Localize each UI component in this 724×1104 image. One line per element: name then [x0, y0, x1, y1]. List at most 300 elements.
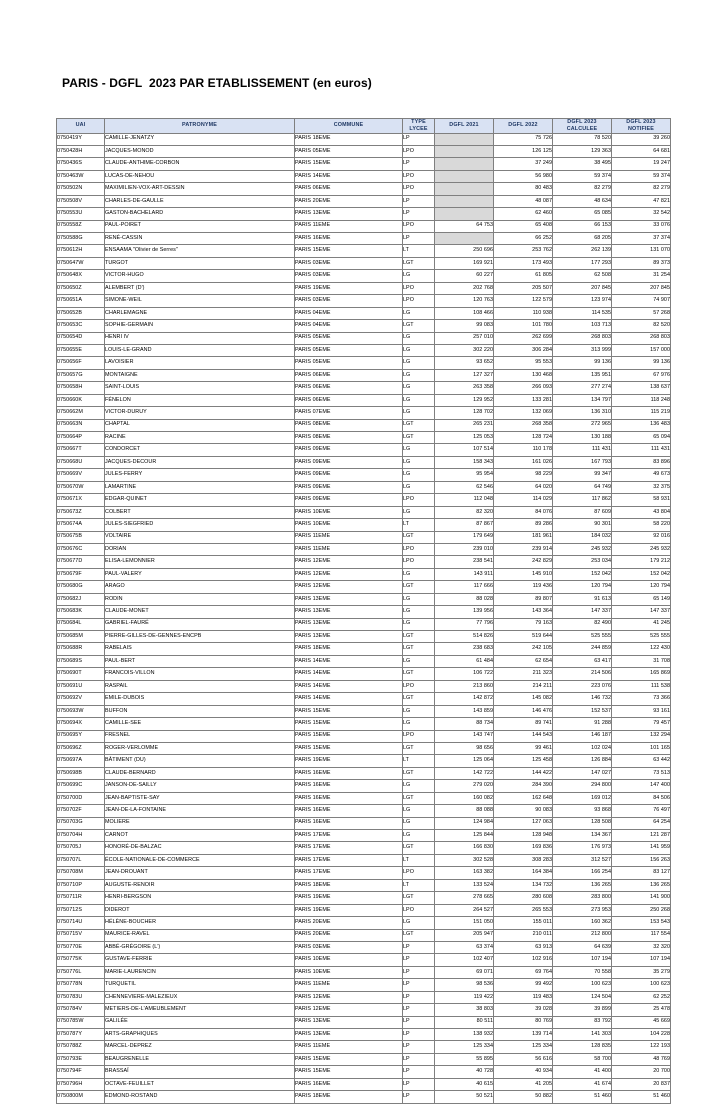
cell-dgfl-2022: 519 644	[494, 631, 553, 643]
cell-dgfl-2023-notifiee: 83 127	[612, 867, 671, 879]
table-row	[57, 817, 671, 829]
cell-uai: 0750588G	[57, 233, 105, 245]
table-row	[57, 979, 671, 991]
cell-type-lycee: LPO	[403, 543, 435, 555]
cell-uai: 0750697A	[57, 755, 105, 767]
cell-uai: 0750651A	[57, 295, 105, 307]
cell-patronyme: VICTOR-DURUY	[105, 407, 295, 419]
cell-dgfl-2023-notifiee: 62 252	[612, 991, 671, 1003]
table-row	[57, 643, 671, 655]
cell-dgfl-2021: 125 053	[435, 432, 494, 444]
cell-patronyme: CAMILLE-SEE	[105, 718, 295, 730]
cell-commune: PARIS 11EME	[295, 531, 403, 543]
cell-dgfl-2023-notifiee: 49 673	[612, 469, 671, 481]
cell-dgfl-2023-calculee: 167 793	[553, 456, 612, 468]
cell-dgfl-2023-calculee: 166 254	[553, 867, 612, 879]
cell-type-lycee: LPO	[403, 680, 435, 692]
cell-dgfl-2023-calculee: 68 205	[553, 233, 612, 245]
cell-dgfl-2022: 139 714	[494, 1029, 553, 1041]
cell-dgfl-2023-notifiee: 59 374	[612, 170, 671, 182]
cell-dgfl-2022: 280 608	[494, 892, 553, 904]
cell-dgfl-2022: 173 493	[494, 257, 553, 269]
cell-dgfl-2023-calculee: 51 460	[553, 1091, 612, 1103]
cell-type-lycee: LPO	[403, 282, 435, 294]
cell-dgfl-2023-calculee: 313 999	[553, 344, 612, 356]
cell-dgfl-2023-calculee: 83 792	[553, 1016, 612, 1028]
cell-type-lycee: LP	[403, 1053, 435, 1065]
cell-type-lycee: LP	[403, 1066, 435, 1078]
cell-dgfl-2023-calculee: 160 362	[553, 917, 612, 929]
cell-commune: PARIS 11EME	[295, 220, 403, 232]
cell-commune: PARIS 06EME	[295, 183, 403, 195]
cell-dgfl-2021: 98 656	[435, 742, 494, 754]
cell-type-lycee: LGT	[403, 842, 435, 854]
table-row	[57, 469, 671, 481]
cell-dgfl-2022: 80 483	[494, 183, 553, 195]
cell-dgfl-2023-notifiee: 107 194	[612, 954, 671, 966]
cell-commune: PARIS 04EME	[295, 307, 403, 319]
cell-type-lycee: LG	[403, 407, 435, 419]
cell-dgfl-2021: 88 088	[435, 805, 494, 817]
cell-uai: 0750699C	[57, 780, 105, 792]
cell-uai: 0750673Z	[57, 506, 105, 518]
cell-patronyme: JACQUES-DECOUR	[105, 456, 295, 468]
cell-dgfl-2022: 119 436	[494, 581, 553, 593]
cell-dgfl-2023-calculee: 58 700	[553, 1053, 612, 1065]
cell-commune: PARIS 04EME	[295, 320, 403, 332]
cell-dgfl-2022: 214 211	[494, 680, 553, 692]
table-row	[57, 867, 671, 879]
cell-commune: PARIS 12EME	[295, 581, 403, 593]
cell-type-lycee: LT	[403, 519, 435, 531]
cell-dgfl-2021: 38 803	[435, 1004, 494, 1016]
cell-patronyme: BÂTIMENT (DU)	[105, 755, 295, 767]
table-row	[57, 1016, 671, 1028]
cell-dgfl-2022: 63 913	[494, 941, 553, 953]
cell-dgfl-2023-calculee: 124 504	[553, 991, 612, 1003]
table-row	[57, 344, 671, 356]
cell-type-lycee: LP	[403, 979, 435, 991]
cell-patronyme: ELISA-LEMONNIER	[105, 556, 295, 568]
cell-type-lycee: LPO	[403, 183, 435, 195]
cell-commune: PARIS 13EME	[295, 631, 403, 643]
cell-dgfl-2021: 40 728	[435, 1066, 494, 1078]
cell-type-lycee: LP	[403, 1041, 435, 1053]
column-header-type-lycee-line2: LYCEE	[409, 125, 428, 132]
cell-dgfl-2023-notifiee: 268 803	[612, 332, 671, 344]
cell-uai: 0750708M	[57, 867, 105, 879]
cell-type-lycee: LPO	[403, 556, 435, 568]
column-header-dgfl-2022: DGFL 2022	[494, 119, 553, 134]
cell-dgfl-2021: 143 747	[435, 730, 494, 742]
cell-type-lycee: LGT	[403, 643, 435, 655]
cell-uai: 0750692V	[57, 693, 105, 705]
cell-commune: PARIS 13EME	[295, 1016, 403, 1028]
cell-dgfl-2023-notifiee: 39 260	[612, 133, 671, 145]
cell-dgfl-2022: 164 384	[494, 867, 553, 879]
cell-patronyme: HENRI IV	[105, 332, 295, 344]
cell-type-lycee: LG	[403, 718, 435, 730]
cell-type-lycee: LPO	[403, 867, 435, 879]
cell-dgfl-2022: 62 654	[494, 655, 553, 667]
cell-patronyme: BUFFON	[105, 705, 295, 717]
cell-dgfl-2021: 119 422	[435, 991, 494, 1003]
cell-patronyme: JULES-SIEGFRIED	[105, 519, 295, 531]
cell-dgfl-2023-notifiee: 19 247	[612, 158, 671, 170]
cell-dgfl-2023-notifiee: 67 976	[612, 369, 671, 381]
cell-patronyme: EDGAR-QUINET	[105, 494, 295, 506]
cell-dgfl-2021	[435, 233, 494, 245]
cell-dgfl-2023-notifiee: 93 161	[612, 705, 671, 717]
cell-patronyme: ÉCOLE-NATIONALE-DE-COMMERCE	[105, 854, 295, 866]
cell-patronyme: EDMOND-ROSTAND	[105, 1091, 295, 1103]
column-header-type-lycee	[403, 119, 435, 134]
cell-dgfl-2022: 62 460	[494, 208, 553, 220]
cell-dgfl-2021: 93 652	[435, 357, 494, 369]
table-row	[57, 419, 671, 431]
cell-patronyme: ARAGO	[105, 581, 295, 593]
cell-dgfl-2021: 160 082	[435, 792, 494, 804]
cell-uai: 0750787Y	[57, 1029, 105, 1041]
cell-dgfl-2022: 242 829	[494, 556, 553, 568]
cell-dgfl-2022: 308 283	[494, 854, 553, 866]
cell-dgfl-2021: 278 665	[435, 892, 494, 904]
cell-uai: 0750650Z	[57, 282, 105, 294]
table-row	[57, 730, 671, 742]
cell-patronyme: CLAUDE-MONET	[105, 606, 295, 618]
cell-type-lycee: LG	[403, 332, 435, 344]
cell-type-lycee: LP	[403, 954, 435, 966]
cell-type-lycee: LPO	[403, 170, 435, 182]
cell-dgfl-2021: 133 524	[435, 879, 494, 891]
cell-type-lycee: LGT	[403, 693, 435, 705]
cell-dgfl-2022: 143 364	[494, 606, 553, 618]
cell-dgfl-2021: 239 010	[435, 543, 494, 555]
cell-dgfl-2023-calculee: 41 674	[553, 1078, 612, 1090]
cell-uai: 0750463W	[57, 170, 105, 182]
cell-commune: PARIS 16EME	[295, 233, 403, 245]
cell-commune: PARIS 08EME	[295, 432, 403, 444]
cell-dgfl-2023-calculee: 70 558	[553, 966, 612, 978]
table-row	[57, 245, 671, 257]
cell-commune: PARIS 06EME	[295, 394, 403, 406]
table-row	[57, 705, 671, 717]
cell-commune: PARIS 10EME	[295, 506, 403, 518]
cell-commune: PARIS 20EME	[295, 917, 403, 929]
table-row	[57, 357, 671, 369]
cell-uai: 0750682J	[57, 593, 105, 605]
cell-dgfl-2023-notifiee: 82 279	[612, 183, 671, 195]
table-row	[57, 767, 671, 779]
cell-dgfl-2021: 138 932	[435, 1029, 494, 1041]
table-row	[57, 394, 671, 406]
cell-dgfl-2023-calculee: 62 508	[553, 270, 612, 282]
cell-dgfl-2022: 84 076	[494, 506, 553, 518]
cell-dgfl-2023-calculee: 184 032	[553, 531, 612, 543]
cell-dgfl-2021: 63 374	[435, 941, 494, 953]
cell-dgfl-2021: 88 028	[435, 593, 494, 605]
table-row	[57, 668, 671, 680]
cell-dgfl-2021: 139 956	[435, 606, 494, 618]
cell-dgfl-2022: 64 020	[494, 481, 553, 493]
cell-patronyme: CLAUDE-ANTHIME-CORBON	[105, 158, 295, 170]
cell-dgfl-2023-calculee: 103 713	[553, 320, 612, 332]
cell-type-lycee: LGT	[403, 432, 435, 444]
cell-type-lycee: LG	[403, 568, 435, 580]
cell-commune: PARIS 18EME	[295, 1091, 403, 1103]
cell-patronyme: DIDEROT	[105, 904, 295, 916]
cell-dgfl-2022: 119 483	[494, 991, 553, 1003]
cell-patronyme: OCTAVE-FEUILLET	[105, 1078, 295, 1090]
table-row	[57, 257, 671, 269]
cell-dgfl-2021: 125 844	[435, 830, 494, 842]
cell-dgfl-2023-calculee: 117 862	[553, 494, 612, 506]
cell-dgfl-2023-calculee: 90 301	[553, 519, 612, 531]
cell-type-lycee: LG	[403, 382, 435, 394]
cell-patronyme: GASTON-BACHELARD	[105, 208, 295, 220]
cell-uai: 0750680G	[57, 581, 105, 593]
cell-commune: PARIS 09EME	[295, 494, 403, 506]
cell-commune: PARIS 16EME	[295, 780, 403, 792]
cell-dgfl-2021: 238 683	[435, 643, 494, 655]
cell-dgfl-2021	[435, 183, 494, 195]
cell-dgfl-2023-calculee: 128 508	[553, 817, 612, 829]
cell-dgfl-2021: 95 954	[435, 469, 494, 481]
cell-dgfl-2022: 145 910	[494, 568, 553, 580]
cell-dgfl-2023-notifiee: 250 268	[612, 904, 671, 916]
cell-type-lycee: LG	[403, 780, 435, 792]
cell-dgfl-2021: 166 830	[435, 842, 494, 854]
cell-dgfl-2022: 146 476	[494, 705, 553, 717]
cell-dgfl-2021: 124 984	[435, 817, 494, 829]
cell-dgfl-2023-calculee: 64 639	[553, 941, 612, 953]
cell-uai: 0750657G	[57, 369, 105, 381]
cell-patronyme: ENSAAMA "Olivier de Serres"	[105, 245, 295, 257]
cell-dgfl-2023-calculee: 91 613	[553, 593, 612, 605]
cell-patronyme: LAMARTINE	[105, 481, 295, 493]
cell-uai: 0750778N	[57, 979, 105, 991]
cell-dgfl-2022: 122 579	[494, 295, 553, 307]
cell-dgfl-2021: 107 514	[435, 444, 494, 456]
cell-commune: PARIS 13EME	[295, 618, 403, 630]
cell-commune: PARIS 09EME	[295, 469, 403, 481]
cell-uai: 0750695Y	[57, 730, 105, 742]
cell-commune: PARIS 20EME	[295, 195, 403, 207]
cell-dgfl-2021: 112 048	[435, 494, 494, 506]
cell-uai: 0750796H	[57, 1078, 105, 1090]
cell-type-lycee: LT	[403, 245, 435, 257]
cell-dgfl-2021: 143 911	[435, 568, 494, 580]
table-row	[57, 929, 671, 941]
cell-dgfl-2022: 66 252	[494, 233, 553, 245]
cell-dgfl-2023-calculee: 245 932	[553, 543, 612, 555]
cell-dgfl-2023-notifiee: 156 263	[612, 854, 671, 866]
cell-uai: 0750800M	[57, 1091, 105, 1103]
cell-patronyme: HENRI-BERGSON	[105, 892, 295, 904]
cell-uai: 0750668U	[57, 456, 105, 468]
cell-commune: PARIS 03EME	[295, 257, 403, 269]
cell-dgfl-2023-calculee: 272 965	[553, 419, 612, 431]
cell-dgfl-2022: 127 063	[494, 817, 553, 829]
cell-uai: 0750655E	[57, 344, 105, 356]
cell-dgfl-2023-calculee: 66 153	[553, 220, 612, 232]
cell-uai: 0750715V	[57, 929, 105, 941]
cell-dgfl-2023-calculee: 136 310	[553, 407, 612, 419]
cell-dgfl-2023-calculee: 114 535	[553, 307, 612, 319]
table-row	[57, 1066, 671, 1078]
cell-dgfl-2023-calculee: 63 417	[553, 655, 612, 667]
table-row	[57, 904, 671, 916]
table-row	[57, 941, 671, 953]
table-row	[57, 1091, 671, 1103]
cell-type-lycee: LP	[403, 1004, 435, 1016]
cell-patronyme: RABELAIS	[105, 643, 295, 655]
cell-commune: PARIS 17EME	[295, 867, 403, 879]
cell-type-lycee: LP	[403, 1091, 435, 1103]
cell-dgfl-2022: 89 807	[494, 593, 553, 605]
cell-type-lycee: LPO	[403, 220, 435, 232]
cell-dgfl-2023-calculee: 283 800	[553, 892, 612, 904]
cell-commune: PARIS 16EME	[295, 767, 403, 779]
cell-uai: 0750685M	[57, 631, 105, 643]
cell-patronyme: ABBÉ-GRÉGOIRE (L')	[105, 941, 295, 953]
cell-dgfl-2022: 39 028	[494, 1004, 553, 1016]
table-row	[57, 991, 671, 1003]
cell-patronyme: SAINT-LOUIS	[105, 382, 295, 394]
cell-patronyme: DORIAN	[105, 543, 295, 555]
cell-dgfl-2023-calculee: 41 400	[553, 1066, 612, 1078]
column-header-dgfl-2021: DGFL 2021	[435, 119, 494, 134]
cell-dgfl-2023-notifiee: 141 959	[612, 842, 671, 854]
cell-dgfl-2022: 162 648	[494, 792, 553, 804]
cell-dgfl-2022: 126 125	[494, 145, 553, 157]
cell-dgfl-2021: 64 753	[435, 220, 494, 232]
cell-commune: PARIS 20EME	[295, 929, 403, 941]
cell-dgfl-2023-calculee: 176 973	[553, 842, 612, 854]
cell-dgfl-2022: 128 724	[494, 432, 553, 444]
column-header-dgfl-2023-notifiee	[612, 119, 671, 134]
cell-uai: 0750707L	[57, 854, 105, 866]
cell-dgfl-2023-calculee: 268 803	[553, 332, 612, 344]
cell-dgfl-2022: 56 980	[494, 170, 553, 182]
cell-commune: PARIS 10EME	[295, 954, 403, 966]
cell-patronyme: METIERS-DE-L'AMEUBLEMENT	[105, 1004, 295, 1016]
table-row	[57, 1053, 671, 1065]
cell-dgfl-2023-calculee: 244 859	[553, 643, 612, 655]
cell-dgfl-2023-calculee: 312 527	[553, 854, 612, 866]
column-header-dgfl-2023-calculee-line1: DGFL 2023	[567, 119, 597, 125]
cell-dgfl-2022: 110 938	[494, 307, 553, 319]
cell-dgfl-2023-calculee: 223 076	[553, 680, 612, 692]
cell-commune: PARIS 13EME	[295, 593, 403, 605]
cell-dgfl-2021: 106 722	[435, 668, 494, 680]
cell-dgfl-2022: 205 507	[494, 282, 553, 294]
cell-dgfl-2022: 40 934	[494, 1066, 553, 1078]
cell-uai: 0750704H	[57, 830, 105, 842]
cell-dgfl-2023-calculee: 93 868	[553, 805, 612, 817]
cell-uai: 0750683K	[57, 606, 105, 618]
cell-dgfl-2021: 264 527	[435, 904, 494, 916]
cell-patronyme: CHAPTAL	[105, 419, 295, 431]
table-row	[57, 755, 671, 767]
cell-uai: 0750776L	[57, 966, 105, 978]
cell-dgfl-2023-notifiee: 79 457	[612, 718, 671, 730]
cell-dgfl-2023-calculee: 146 732	[553, 693, 612, 705]
cell-dgfl-2023-calculee: 130 188	[553, 432, 612, 444]
table-row	[57, 1041, 671, 1053]
cell-type-lycee: LG	[403, 344, 435, 356]
cell-type-lycee: LP	[403, 991, 435, 1003]
cell-dgfl-2023-calculee: 134 797	[553, 394, 612, 406]
cell-commune: PARIS 16EME	[295, 792, 403, 804]
cell-dgfl-2021: 158 343	[435, 456, 494, 468]
cell-type-lycee: LG	[403, 830, 435, 842]
cell-type-lycee: LT	[403, 854, 435, 866]
cell-commune: PARIS 03EME	[295, 270, 403, 282]
cell-type-lycee: LG	[403, 817, 435, 829]
column-header-commune: COMMUNE	[295, 119, 403, 134]
cell-dgfl-2023-notifiee: 64 254	[612, 817, 671, 829]
cell-dgfl-2021	[435, 145, 494, 157]
cell-dgfl-2021: 117 666	[435, 581, 494, 593]
cell-dgfl-2023-calculee: 82 490	[553, 618, 612, 630]
cell-uai: 0750612H	[57, 245, 105, 257]
cell-type-lycee: LP	[403, 158, 435, 170]
cell-dgfl-2023-notifiee: 122 430	[612, 643, 671, 655]
cell-commune: PARIS 11EME	[295, 1041, 403, 1053]
cell-uai: 0750788Z	[57, 1041, 105, 1053]
cell-dgfl-2022: 134 732	[494, 879, 553, 891]
cell-patronyme: CHENNEVIERE-MALEZIEUX	[105, 991, 295, 1003]
cell-dgfl-2023-calculee: 100 623	[553, 979, 612, 991]
cell-dgfl-2023-notifiee: 100 623	[612, 979, 671, 991]
cell-commune: PARIS 12EME	[295, 568, 403, 580]
cell-uai: 0750688R	[57, 643, 105, 655]
cell-dgfl-2021	[435, 195, 494, 207]
cell-patronyme: JULES-FERRY	[105, 469, 295, 481]
cell-dgfl-2023-notifiee: 32 320	[612, 941, 671, 953]
cell-uai: 0750705J	[57, 842, 105, 854]
cell-dgfl-2021	[435, 133, 494, 145]
cell-uai: 0750664P	[57, 432, 105, 444]
cell-dgfl-2023-calculee: 277 274	[553, 382, 612, 394]
cell-dgfl-2022: 114 029	[494, 494, 553, 506]
cell-dgfl-2022: 284 390	[494, 780, 553, 792]
table-row	[57, 606, 671, 618]
cell-uai: 0750558Z	[57, 220, 105, 232]
cell-uai: 0750794F	[57, 1066, 105, 1078]
cell-dgfl-2023-notifiee: 65 094	[612, 432, 671, 444]
cell-patronyme: MARCEL-DEPREZ	[105, 1041, 295, 1053]
cell-patronyme: RASPAIL	[105, 680, 295, 692]
cell-patronyme: JEAN-DE-LA-FONTAINE	[105, 805, 295, 817]
cell-commune: PARIS 18EME	[295, 133, 403, 145]
cell-dgfl-2022: 110 178	[494, 444, 553, 456]
cell-dgfl-2023-notifiee: 101 165	[612, 742, 671, 754]
cell-dgfl-2023-notifiee: 525 555	[612, 631, 671, 643]
cell-dgfl-2022: 50 882	[494, 1091, 553, 1103]
cell-dgfl-2022: 265 553	[494, 904, 553, 916]
table-row	[57, 382, 671, 394]
cell-commune: PARIS 03EME	[295, 295, 403, 307]
cell-dgfl-2023-notifiee: 47 821	[612, 195, 671, 207]
table-row	[57, 506, 671, 518]
cell-patronyme: COLBERT	[105, 506, 295, 518]
cell-dgfl-2023-notifiee: 99 136	[612, 357, 671, 369]
table-row	[57, 792, 671, 804]
cell-commune: PARIS 10EME	[295, 966, 403, 978]
cell-type-lycee: LGT	[403, 892, 435, 904]
